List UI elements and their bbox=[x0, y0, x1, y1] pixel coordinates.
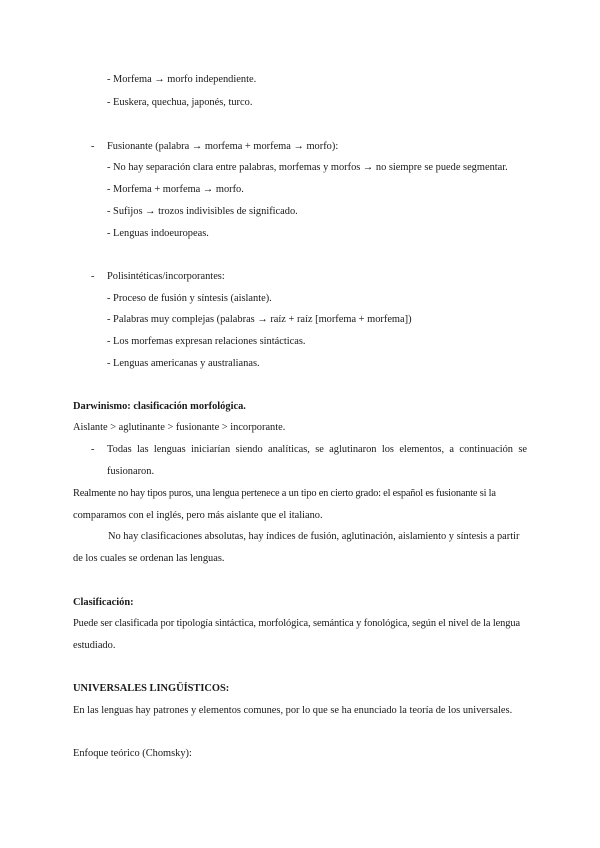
enfoque-line: Enfoque teórico (Chomsky): bbox=[73, 748, 192, 759]
list-item: - Morfema → morfo independiente. bbox=[107, 74, 257, 85]
order-line: Aislante > aglutinante > fusionante > incorporante. bbox=[73, 422, 286, 433]
bullet-text: Todas las lenguas iniciarían siendo analíticas, se aglutinaron los elementos, a continuación se bbox=[107, 444, 527, 455]
list-item: - Morfema + morfema → morfo. bbox=[107, 184, 244, 195]
paragraph-line: Puede ser clasificada por tipología sintáctica, morfológica, semántica y fonológica, según el nivel de la lengua bbox=[73, 618, 520, 629]
polisinteticas-heading: Polisintéticas/incorporantes: bbox=[107, 271, 225, 282]
list-item: - Palabras muy complejas (palabras → raíz + raíz [morfema + morfema]) bbox=[107, 314, 412, 325]
paragraph-line: No hay clasificaciones absolutas, hay índices de fusión, aglutinación, aislamiento y síntesis a partir bbox=[108, 531, 520, 542]
list-item: - Euskera, quechua, japonés, turco. bbox=[107, 97, 253, 108]
list-item: - Proceso de fusión y síntesis (aislante). bbox=[107, 293, 272, 304]
universales-heading: UNIVERSALES LINGÜÍSTICOS: bbox=[73, 683, 230, 694]
list-item: - Los morfemas expresan relaciones sintácticas. bbox=[107, 336, 306, 347]
paragraph-line: comparamos con el inglés, pero más aislante que el italiano. bbox=[73, 510, 323, 521]
bullet-dash: - bbox=[91, 141, 95, 152]
list-item: - No hay separación clara entre palabras, morfemas y morfos → no siempre se puede segmentar. bbox=[107, 162, 508, 173]
paragraph-line: de los cuales se ordenan las lenguas. bbox=[73, 553, 225, 564]
paragraph-line: Realmente no hay tipos puros, una lengua pertenece a un tipo en cierto grado: el español es fusionante si la bbox=[73, 488, 496, 499]
darwinismo-heading: Darwinismo: clasificación morfológica. bbox=[73, 401, 246, 412]
bullet-dash: - bbox=[91, 271, 95, 282]
fusionante-heading: Fusionante (palabra → morfema + morfema → morfo): bbox=[107, 141, 339, 152]
list-item: - Lenguas indoeuropeas. bbox=[107, 228, 209, 239]
list-item: - Sufijos → trozos indivisibles de significado. bbox=[107, 206, 298, 217]
clasificacion-heading: Clasificación: bbox=[73, 597, 134, 608]
paragraph-line: estudiado. bbox=[73, 640, 116, 651]
list-item: - Lenguas americanas y australianas. bbox=[107, 358, 260, 369]
paragraph-line: En las lenguas hay patrones y elementos comunes, por lo que se ha enunciado la teoría de los universales. bbox=[73, 705, 513, 716]
bullet-dash: - bbox=[91, 444, 95, 455]
bullet-text: fusionaron. bbox=[107, 466, 155, 477]
